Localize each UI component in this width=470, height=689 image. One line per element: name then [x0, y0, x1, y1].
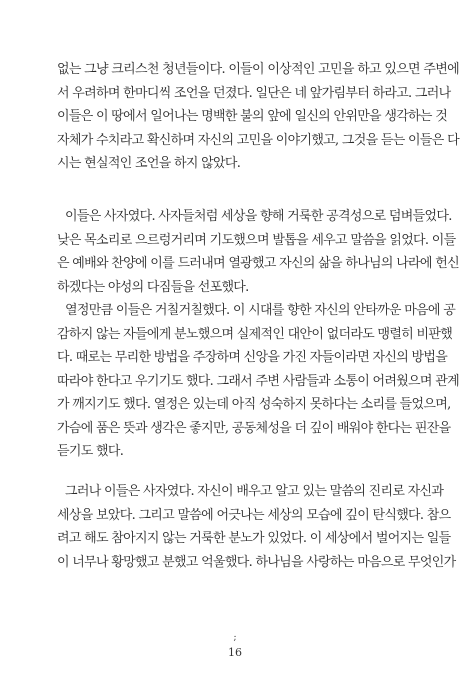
text-line: 열정만큼 이들은 거칠거칠했다. 이 시대를 향한 자신의 안타까운 마음에 공 [65, 303, 456, 318]
text-line: 그러나 이들은 사자였다. 자신이 배우고 알고 있는 말씀의 진리로 자신과 [65, 484, 444, 499]
text-line: 서 우려하며 한마디씩 조언을 던졌다. 일단은 네 앞가림부터 하라고. 그러나 [57, 85, 451, 101]
text-line: 없는 그냥 크리스천 청년들이다. 이들이 이상적인 고민을 하고 있으면 주변에 [57, 62, 459, 77]
text-line: 따라야 한다고 우기기도 했다. 그래서 주변 사람들과 소통이 어려웠으며 관계 [57, 373, 459, 389]
text-line: 가 깨지기도 했다. 열정은 있는데 아직 성숙하지 못하다는 소리를 들었으며, [57, 397, 451, 412]
text-line: 이 너무나 황망했고 분했고 억울했다. 하나님을 사랑하는 마음으로 무엇인가 [57, 554, 456, 570]
text-line: 자체가 수치라고 확신하며 자신의 고민을 이야기했고, 그것을 듣는 이들은 다 [57, 132, 459, 148]
text-line: 시는 현실적인 조언을 하지 않았다. [57, 156, 241, 171]
text-line: 이들은 이 땅에서 일어나는 명백한 불의 앞에 일신의 안위만을 생각하는 것 [57, 109, 448, 124]
text-line: 듣기도 했다. [57, 444, 124, 459]
text-line: 려고 해도 참아지지 않는 거룩한 분노가 있었다. 이 세상에서 벌어지는 일들 [57, 531, 451, 546]
text-line: 낮은 목소리로 으르렁거리며 기도했으며 발톱을 세우고 말씀을 읽었다. 이들 [57, 232, 456, 248]
text-line: 세상을 보았다. 그리고 말씀에 어긋나는 세상의 모습에 깊이 탄식했다. 참으 [57, 507, 451, 523]
text-line: 감하지 않는 자들에게 분노했으며 실제적인 대안이 없더라도 맹렬히 비판했 [57, 326, 453, 342]
text-line: 은 예배와 찬양에 이를 드러내며 열광했고 자신의 삶을 하나님의 나라에 헌신 [57, 256, 459, 271]
paragraph-1 [57, 58, 459, 176]
page-number: 16 [228, 646, 242, 659]
paragraph-2 [57, 205, 459, 299]
paragraph-4 [57, 480, 456, 574]
footer-mark: ; [233, 633, 237, 643]
paragraph-3 [57, 299, 459, 464]
text-line: 이들은 사자였다. 사자들처럼 세상을 향해 거룩한 공격성으로 덤벼들었다. [65, 209, 452, 224]
text-line: 다. 때로는 무리한 방법을 주장하며 신앙을 가진 자들이라면 자신의 방법을 [57, 350, 448, 365]
text-line: 하겠다는 야성의 다짐들을 선포했다. [57, 279, 249, 295]
text-line: 가슴에 품은 뜻과 생각은 좋지만, 공동체성을 더 깊이 배워야 한다는 핀잔을 [57, 420, 451, 436]
